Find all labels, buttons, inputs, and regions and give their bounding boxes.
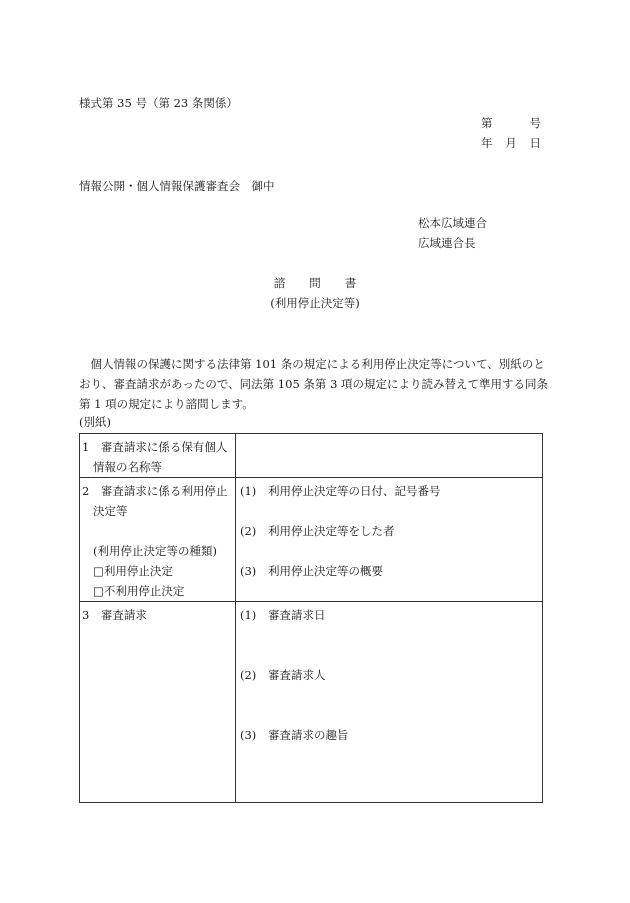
- row3-item-1-num: (1): [240, 608, 257, 622]
- recipient: 情報公開・個人情報保護審査会 御中: [79, 179, 275, 193]
- title-char-2: 問: [309, 276, 321, 290]
- row2-item-1: [238, 481, 540, 501]
- row1-value-cell[interactable]: [236, 434, 543, 478]
- row2-label-line1: 2 審査請求に係る利用停止: [82, 484, 228, 498]
- issue-number-suffix: 号: [529, 116, 541, 130]
- row3-item-3-text: 審査請求の趣旨: [268, 728, 349, 742]
- body-line-3: 第 1 項の規定により諮問します。: [79, 397, 254, 411]
- issue-date-day: 日: [529, 136, 541, 150]
- body-text: [79, 354, 549, 414]
- row1-label-line1: 1 審査請求に係る保有個人: [82, 440, 228, 454]
- row2-item-2-num: (2): [240, 524, 257, 538]
- row2-option-no-use-stop[interactable]: □不利用停止決定: [93, 584, 185, 598]
- sender-organization: 松本広域連合: [418, 216, 487, 230]
- row3-item-3-num: (3): [240, 728, 257, 742]
- row2-item-1-num: (1): [240, 484, 257, 498]
- table-row-decision: [80, 478, 543, 602]
- body-line-1: 個人情報の保護に関する法律第 101 条の規定による利用停止決定等について、別紙のと: [79, 357, 545, 371]
- row2-label-line2: 決定等: [93, 504, 128, 518]
- row2-item-2: [238, 521, 540, 541]
- body-line-2: おり、審査請求があったので、同法第 105 条第 3 項の規定により読み替えて準用する同条: [79, 377, 549, 391]
- row3-label-cell: [80, 602, 236, 803]
- row2-item-2-text: 利用停止決定等をした者: [268, 524, 395, 538]
- row2-item-1-text: 利用停止決定等の日付、記号番号: [268, 484, 441, 498]
- issue-date-year: 年: [481, 136, 493, 150]
- title-char-1: 諮: [273, 276, 286, 290]
- table-row-info-name: [80, 434, 543, 478]
- issue-number-prefix: 第: [481, 116, 493, 130]
- row3-item-1: [238, 605, 540, 625]
- row1-label-cell: [80, 434, 236, 478]
- row1-label-line2: 情報の名称等: [93, 460, 162, 474]
- document-subtitle: (利用停止決定等): [270, 296, 360, 310]
- row3-item-2-num: (2): [240, 668, 257, 682]
- form-number: 様式第 35 号（第 23 条関係）: [79, 96, 238, 110]
- table-row-request: [80, 602, 543, 803]
- row2-item-3: [238, 561, 540, 581]
- sender-title: 広域連合長: [418, 236, 476, 250]
- inquiry-table: [79, 433, 543, 803]
- issue-date: [481, 136, 541, 151]
- issue-number: [481, 116, 541, 131]
- row3-item-1-text: 審査請求日: [268, 608, 326, 622]
- row2-label-cell: [80, 478, 236, 602]
- title-char-3: 書: [344, 276, 357, 290]
- row2-item-3-text: 利用停止決定等の概要: [268, 564, 383, 578]
- row3-item-2: [238, 665, 540, 685]
- row3-value-cell[interactable]: [236, 602, 543, 803]
- row3-item-2-text: 審査請求人: [268, 668, 326, 682]
- document-title: [0, 276, 630, 291]
- row2-kind-label: (利用停止決定等の種類): [93, 544, 217, 558]
- issue-date-month: 月: [505, 136, 517, 150]
- row2-item-3-num: (3): [240, 564, 257, 578]
- row3-item-3: [238, 725, 540, 745]
- row3-label: 3 審査請求: [82, 608, 147, 622]
- attachment-label: (別紙): [79, 415, 111, 429]
- row2-option-use-stop[interactable]: □利用停止決定: [93, 564, 173, 578]
- row2-value-cell[interactable]: [236, 478, 543, 602]
